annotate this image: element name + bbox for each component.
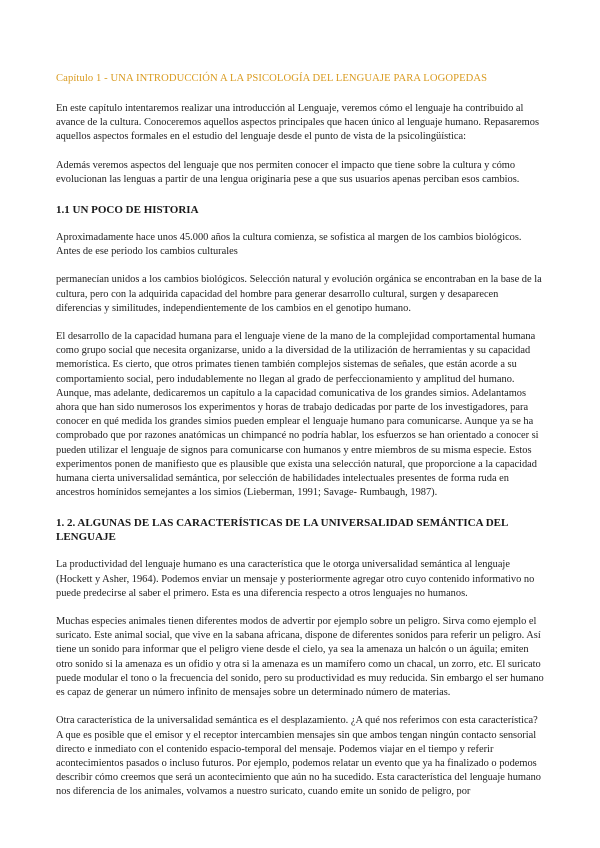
section-2-paragraph-2: Muchas especies animales tienen diferentes modos de advertir por ejemplo sobre un peligro. Sirva como ejemplo el suricato. Este animal social, que vive en la sabana africana, dispone de diferentes sonidos para referir un peligro. Así tiene un sonido para informar que el peligro viene desde el cielo, ya sea la amenaza un halcón o un águila; emiten otro sonido si la amenaza es un ofidio y otra si la amenaza es un mamífero como un chacal, un zorro, etc. El suricato puede modular el tono o la frecuencia del sonido, pero su productividad es muy reducida. Sin embargo el ser humano es capaz de generar un número infinito de mensajes sobre un determinado número de materias. bbox=[56, 616, 544, 699]
document-page bbox=[56, 72, 546, 800]
section-2-paragraph-1: La productividad del lenguaje humano es una característica que le otorga universalidad semántica al lenguaje (Hockett y Asher, 1964). Podemos enviar un mensaje y posteriormente agregar otro cuyo contenido informativo no puede predecirse al saber el primero. Esta es una diferencia respecto a otros lenguajes no humanos. bbox=[56, 559, 535, 599]
chapter-title: Capítulo 1 - UNA INTRODUCCIÓN A LA PSICOLOGÍA DEL LENGUAJE PARA LOGOPEDAS bbox=[56, 73, 488, 84]
intro-paragraph-1: En este capítulo intentaremos realizar una introducción al Lenguaje, veremos cómo el lenguaje ha contribuido al avance de la cultura. Conoceremos aquellos aspectos principales que hacen único al lenguaje humano. Repasaremos aquellos aspectos formales en el estudio del lenguaje desde el punto de vista de la psicolingüística: bbox=[56, 103, 539, 143]
section-1-paragraph-1: Aproximadamente hace unos 45.000 años la cultura comienza, se sofistica al margen de los cambios biológicos. Antes de ese periodo los cambios culturales bbox=[56, 232, 522, 258]
section-1-title: 1.1 UN POCO DE HISTORIA bbox=[56, 204, 199, 217]
section-1-paragraph-3: El desarrollo de la capacidad humana para el lenguaje viene de la mano de la complejidad comportamental humana como grupo social que necesita organizarse, unido a la diversidad de la utilización de herramientas y su capacidad memorística. Es cierto, que otros primates tienen también complejos sistemas de señales, que están acorde a su comportamiento social, pero indudablemente no llegan al grado de perfeccionamiento y amplitud del humano. Aunque, mas adelante, dedicaremos un capítulo a la capacidad comunicativa de los grandes simios. Adelantamos ahora que han sido numerosos los experimentos y horas de trabajo dedicadas por parte de los investigadores, para conocer en qué medida los grandes simios pueden emplear el lenguaje humano para comunicarse. Aunque ya se ha comprobado que por razones anatómicas un chimpancé no podría hablar, los esfuerzos se han orientado a conocer si pueden utilizar el lenguaje de signos para comunicarse con humanos y entre miembros de su misma especie. Estos experimentos ponen de manifiesto que es plausible que exista una selección natural, que proporcione a la capacidad humana cierta universalidad semántica, por selección de habilidades intelectuales presentes de forma ruda en ancestros homínidos semejantes a los simios (Lieberman, 1991; Savage- Rumbaugh, 1987). bbox=[56, 331, 539, 499]
intro-paragraph-2: Además veremos aspectos del lenguaje que nos permiten conocer el impacto que tiene sobre la cultura y cómo evolucionan las lenguas a partir de una lengua originaria pese a que sus usuarios apenas perciban esos cambios. bbox=[56, 159, 520, 185]
section-2-paragraph-3: Otra característica de la universalidad semántica es el desplazamiento. ¿A qué nos referimos con esta característica? A que es posible que el emisor y el receptor intercambien mensajes sin que ambos tengan ningún contacto sensorial directo e inmediato con el contenido espacio-temporal del mensaje. Podemos viajar en el tiempo y referir acontecimientos pasados o incluso futuros. Por ejemplo, podemos relatar un evento que ya ha finalizado o podemos describir cómo creemos que será un acontecimiento que aún no ha sucedido. Esta característica del lenguaje humano nos diferencia de los animales, volvamos a nuestro suricato, cuando emite un sonido de peligro, por bbox=[56, 715, 541, 798]
section-1-paragraph-2: permanecían unidos a los cambios biológicos. Selección natural y evolución orgánica se encontraban en la base de la cultura, pero con la adquirida capacidad del hombre para generar desarrollo cultural, surgen y desaparecen diferencias y similitudes, independientemente de los cambios en el genotipo humano. bbox=[56, 274, 542, 314]
section-2-title: 1. 2. ALGUNAS DE LAS CARACTERÍSTICAS DE LA UNIVERSALIDAD SEMÁNTICA DEL LENGUAJE bbox=[56, 517, 508, 544]
